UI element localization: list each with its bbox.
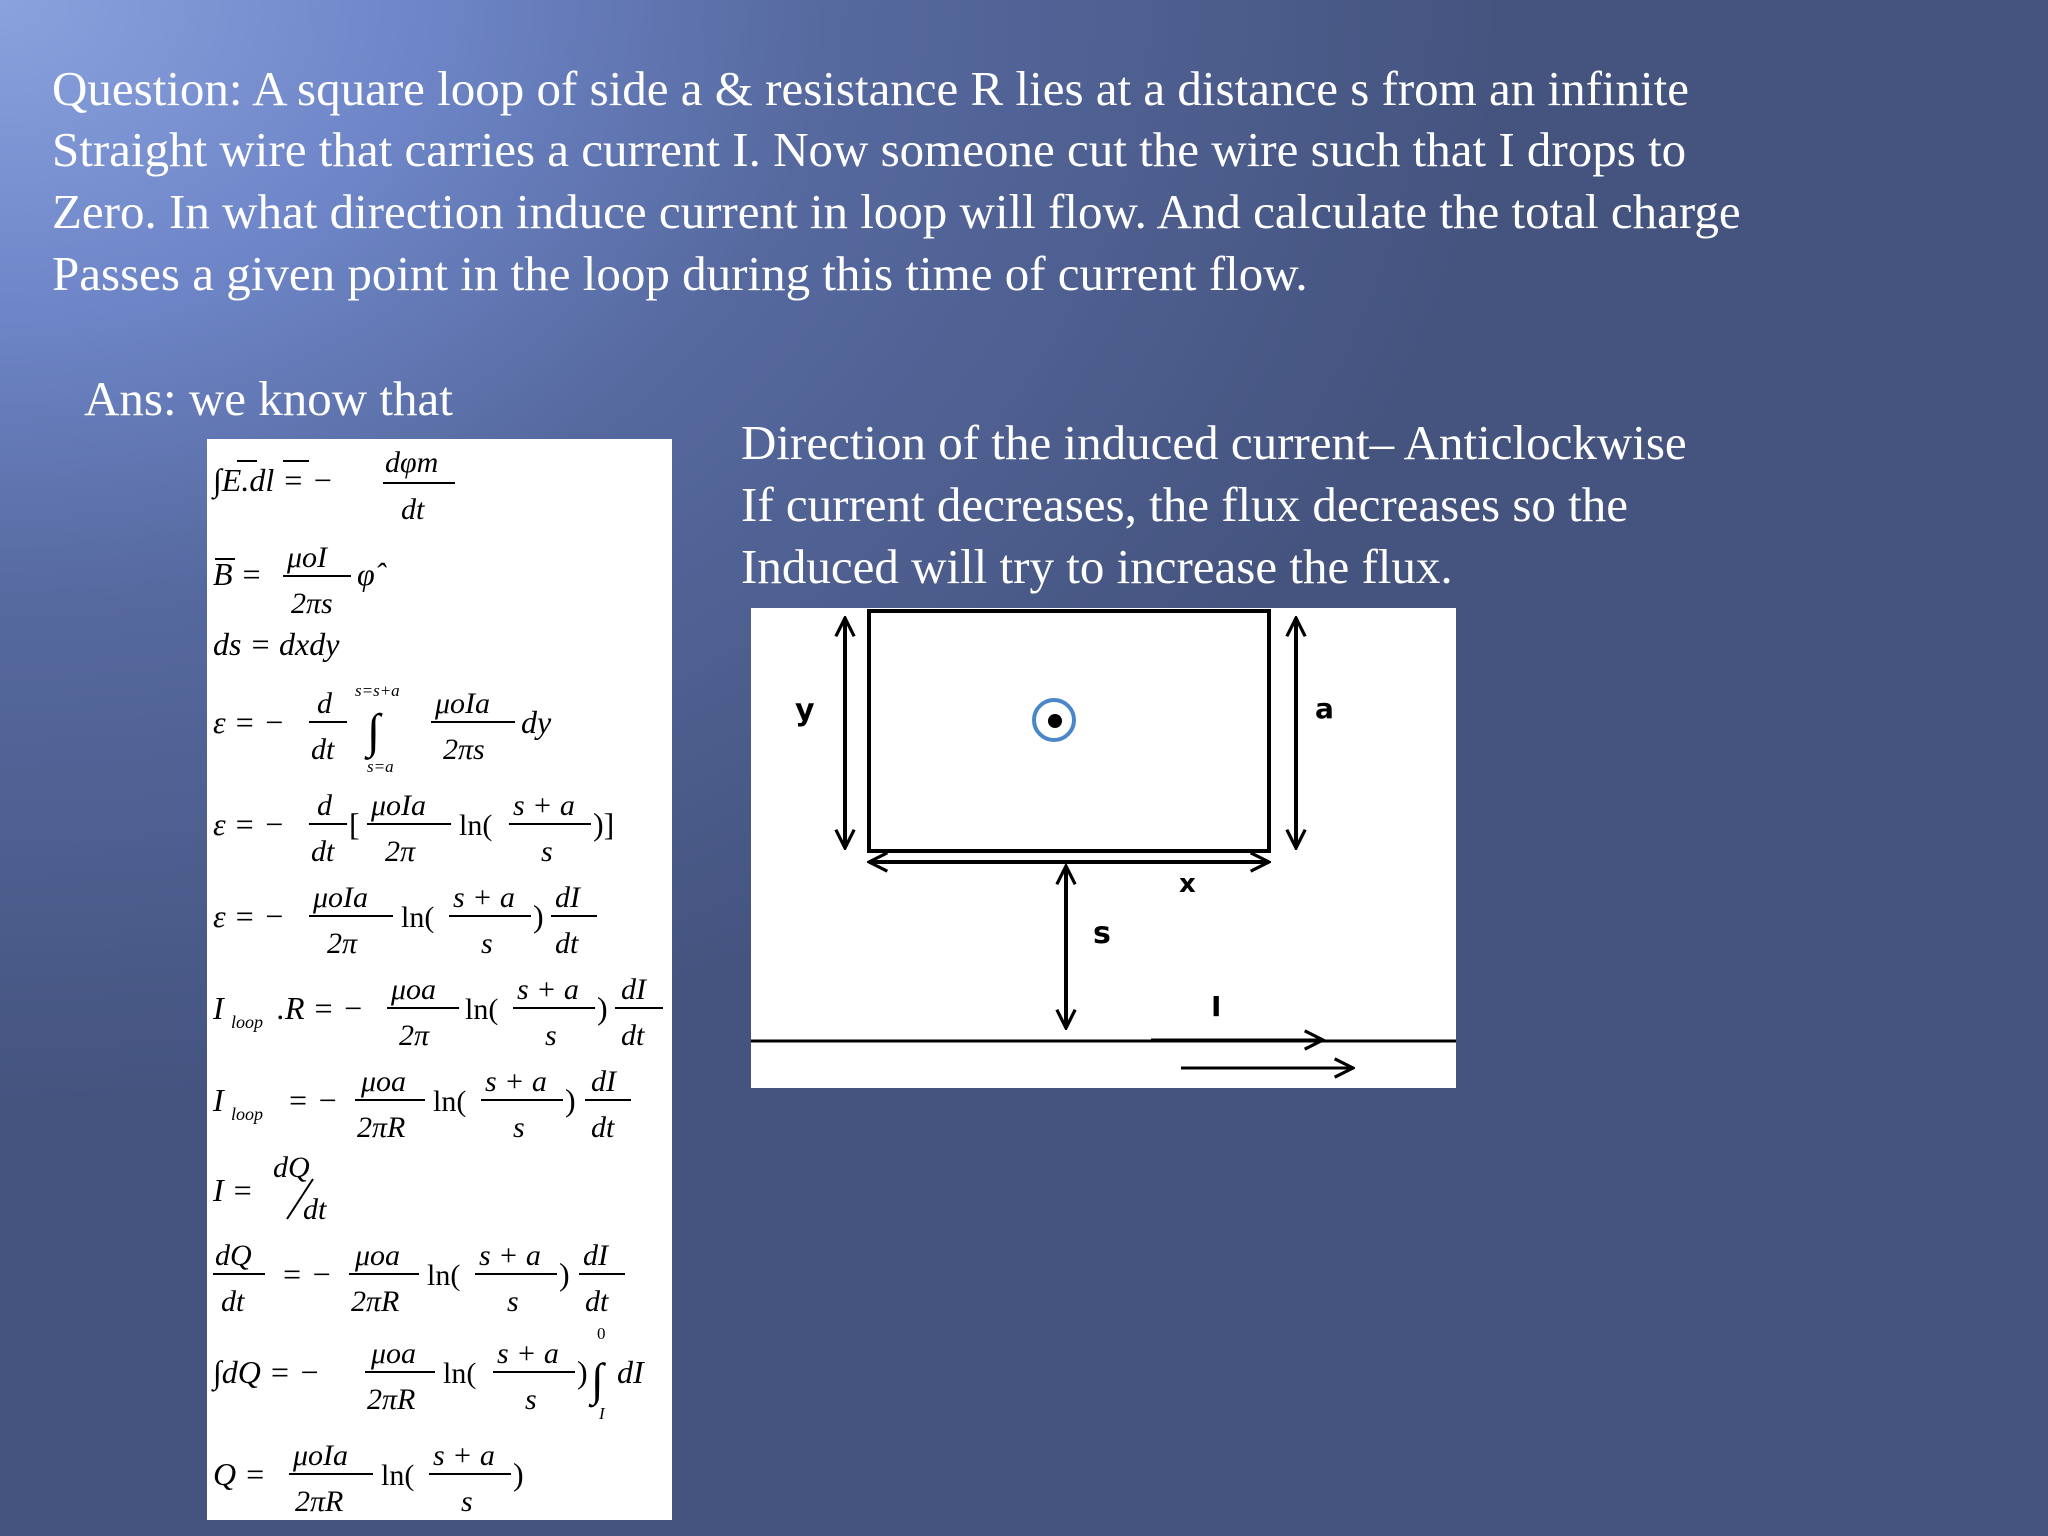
eq-den: s [525,1383,537,1416]
equations-svg [207,439,672,1520]
diagram-svg [751,608,1456,1088]
integral-lower: I [599,1404,605,1423]
eq-den: dt [303,1193,327,1226]
eq-tail: φ̂ [357,556,375,592]
label-x: x [1179,869,1196,899]
eq-num: s + a [433,1439,495,1472]
eq-tail: )] [593,806,615,842]
eq-den: 2π [385,835,416,868]
eq-den: s [461,1485,473,1518]
eq-den: 2πR [295,1485,344,1518]
paren: ) [577,1354,588,1390]
eq-den: dt [311,733,335,766]
integral-sign: ∫ [591,1354,604,1405]
eq-num: dI [621,973,646,1006]
label-a: a [1315,692,1334,725]
equation-loop-ohm [212,973,663,1052]
eq-num: μoa [371,1337,417,1370]
eq-num: μoa [391,973,437,1006]
label-current: I [1211,990,1222,1023]
eq-den: 2πR [351,1285,400,1318]
answer-label: Ans: we know that [84,371,453,426]
eq-num: dQ [215,1239,252,1272]
explanation-line: Induced will try to increase the flux. [741,539,1453,594]
equation-loop-current [212,1065,631,1144]
equation-emf-log [213,789,614,868]
eq-lhs: B = [213,556,263,592]
equation-total-charge [213,1439,524,1518]
eq-lhs: ∫E.dl = − [213,462,334,498]
eq-num: μoIa [435,687,491,720]
eq-num: μoIa [293,1439,349,1472]
eq-lhs: I [213,1082,224,1118]
eq-lhs: ε = − [213,898,285,934]
eq-num: s + a [513,789,575,822]
equation-emf-integral [213,681,552,776]
bracket: [ [349,806,360,842]
eq-ln: ln( [433,1085,467,1118]
eq-num: dI [555,881,580,914]
explanation-line: Direction of the induced current– Anticlockwise [741,415,1687,470]
eq-den: 2π [399,1019,430,1052]
eq-num: d [317,789,332,822]
eq-den: dt [585,1285,609,1318]
eq-ln: ln( [459,809,493,842]
eq-num: μoIa [371,789,427,822]
equation-charge-rate [213,1239,625,1318]
eq-num: dQ [273,1151,310,1184]
eq-den: 2πR [367,1383,416,1416]
eq-num: d [317,687,332,720]
eq-lhs: ∫dQ = − [213,1354,321,1390]
eq-lhs: = − [281,1256,333,1292]
equation-area-element: ds = dxdy [213,626,340,662]
explanation-line: If current decreases, the flux decreases so the [741,477,1629,532]
eq-lhs: .R = − [277,990,364,1026]
field-dot [1048,714,1062,728]
equation-current-def [212,1151,327,1226]
equation-panel [207,439,672,1520]
paren: ) [559,1256,570,1292]
equation-faraday [211,446,455,526]
eq-lhs: = − [287,1082,339,1118]
integral-upper: s=s+a [355,681,400,700]
eq-num: s + a [497,1337,559,1370]
label-y: y [795,693,815,728]
eq-num: dI [583,1239,608,1272]
eq-tail: dI [617,1354,644,1390]
eq-den: dt [401,493,425,526]
eq-num: s + a [485,1065,547,1098]
equation-emf-rate [213,881,597,960]
question-line: Question: A square loop of side a & resistance R lies at a distance s from an infinite [52,61,1690,116]
eq-num: μoIa [313,881,369,914]
question-line: Zero. In what direction induce current in loop will flow. And calculate the total charge [52,184,1741,239]
integral-sign: ∫ [367,705,381,758]
question-line: Straight wire that carries a current I. Now someone cut the wire such that I drops to [52,122,1687,177]
eq-num: dφm [385,446,439,479]
paren: ) [597,990,608,1026]
question-line: Passes a given point in the loop during this time of current flow. [52,246,1308,301]
eq-tail: dy [521,704,552,740]
eq-den: 2πs [291,587,333,620]
paren: ) [533,898,544,934]
paren: ) [565,1082,576,1118]
eq-ln: ln( [381,1459,415,1492]
eq-den: 2πR [357,1111,406,1144]
eq-den: dt [555,927,579,960]
equation-field [213,541,387,620]
eq-num: dI [591,1065,616,1098]
eq-lhs: I = [213,1172,254,1208]
eq-den: dt [221,1285,245,1318]
eq-lhs: ε = − [213,806,285,842]
eq-ln: ln( [443,1357,477,1390]
eq-num: μoa [355,1239,401,1272]
loop-wire-diagram [751,608,1456,1088]
eq-den: s [481,927,493,960]
eq-den: dt [591,1111,615,1144]
eq-num: s + a [453,881,515,914]
eq-lhs: Q = [213,1456,266,1492]
eq-den: dt [311,835,335,868]
eq-num: s + a [517,973,579,1006]
eq-den: 2πs [443,733,485,766]
equation-charge-integral [211,1324,645,1423]
eq-ln: ln( [427,1259,461,1292]
integral-lower: s=a [367,757,394,776]
label-s: s [1093,916,1111,951]
eq-den: dt [621,1019,645,1052]
eq-subscript: loop [231,1012,264,1032]
eq-tail: ) [513,1456,524,1492]
eq-ln: ln( [465,993,499,1026]
eq-den: s [507,1285,519,1318]
eq-den: 2π [327,927,358,960]
eq-den: s [513,1111,525,1144]
integral-upper: 0 [597,1324,606,1343]
eq-den: s [545,1019,557,1052]
eq-num: μoa [361,1065,407,1098]
eq-den: s [541,835,553,868]
eq-lhs: I [213,990,224,1026]
eq-num: μoI [287,541,328,574]
eq-ln: ln( [401,901,435,934]
eq-lhs: ε = − [213,704,285,740]
eq-num: s + a [479,1239,541,1272]
eq-subscript: loop [231,1104,264,1124]
